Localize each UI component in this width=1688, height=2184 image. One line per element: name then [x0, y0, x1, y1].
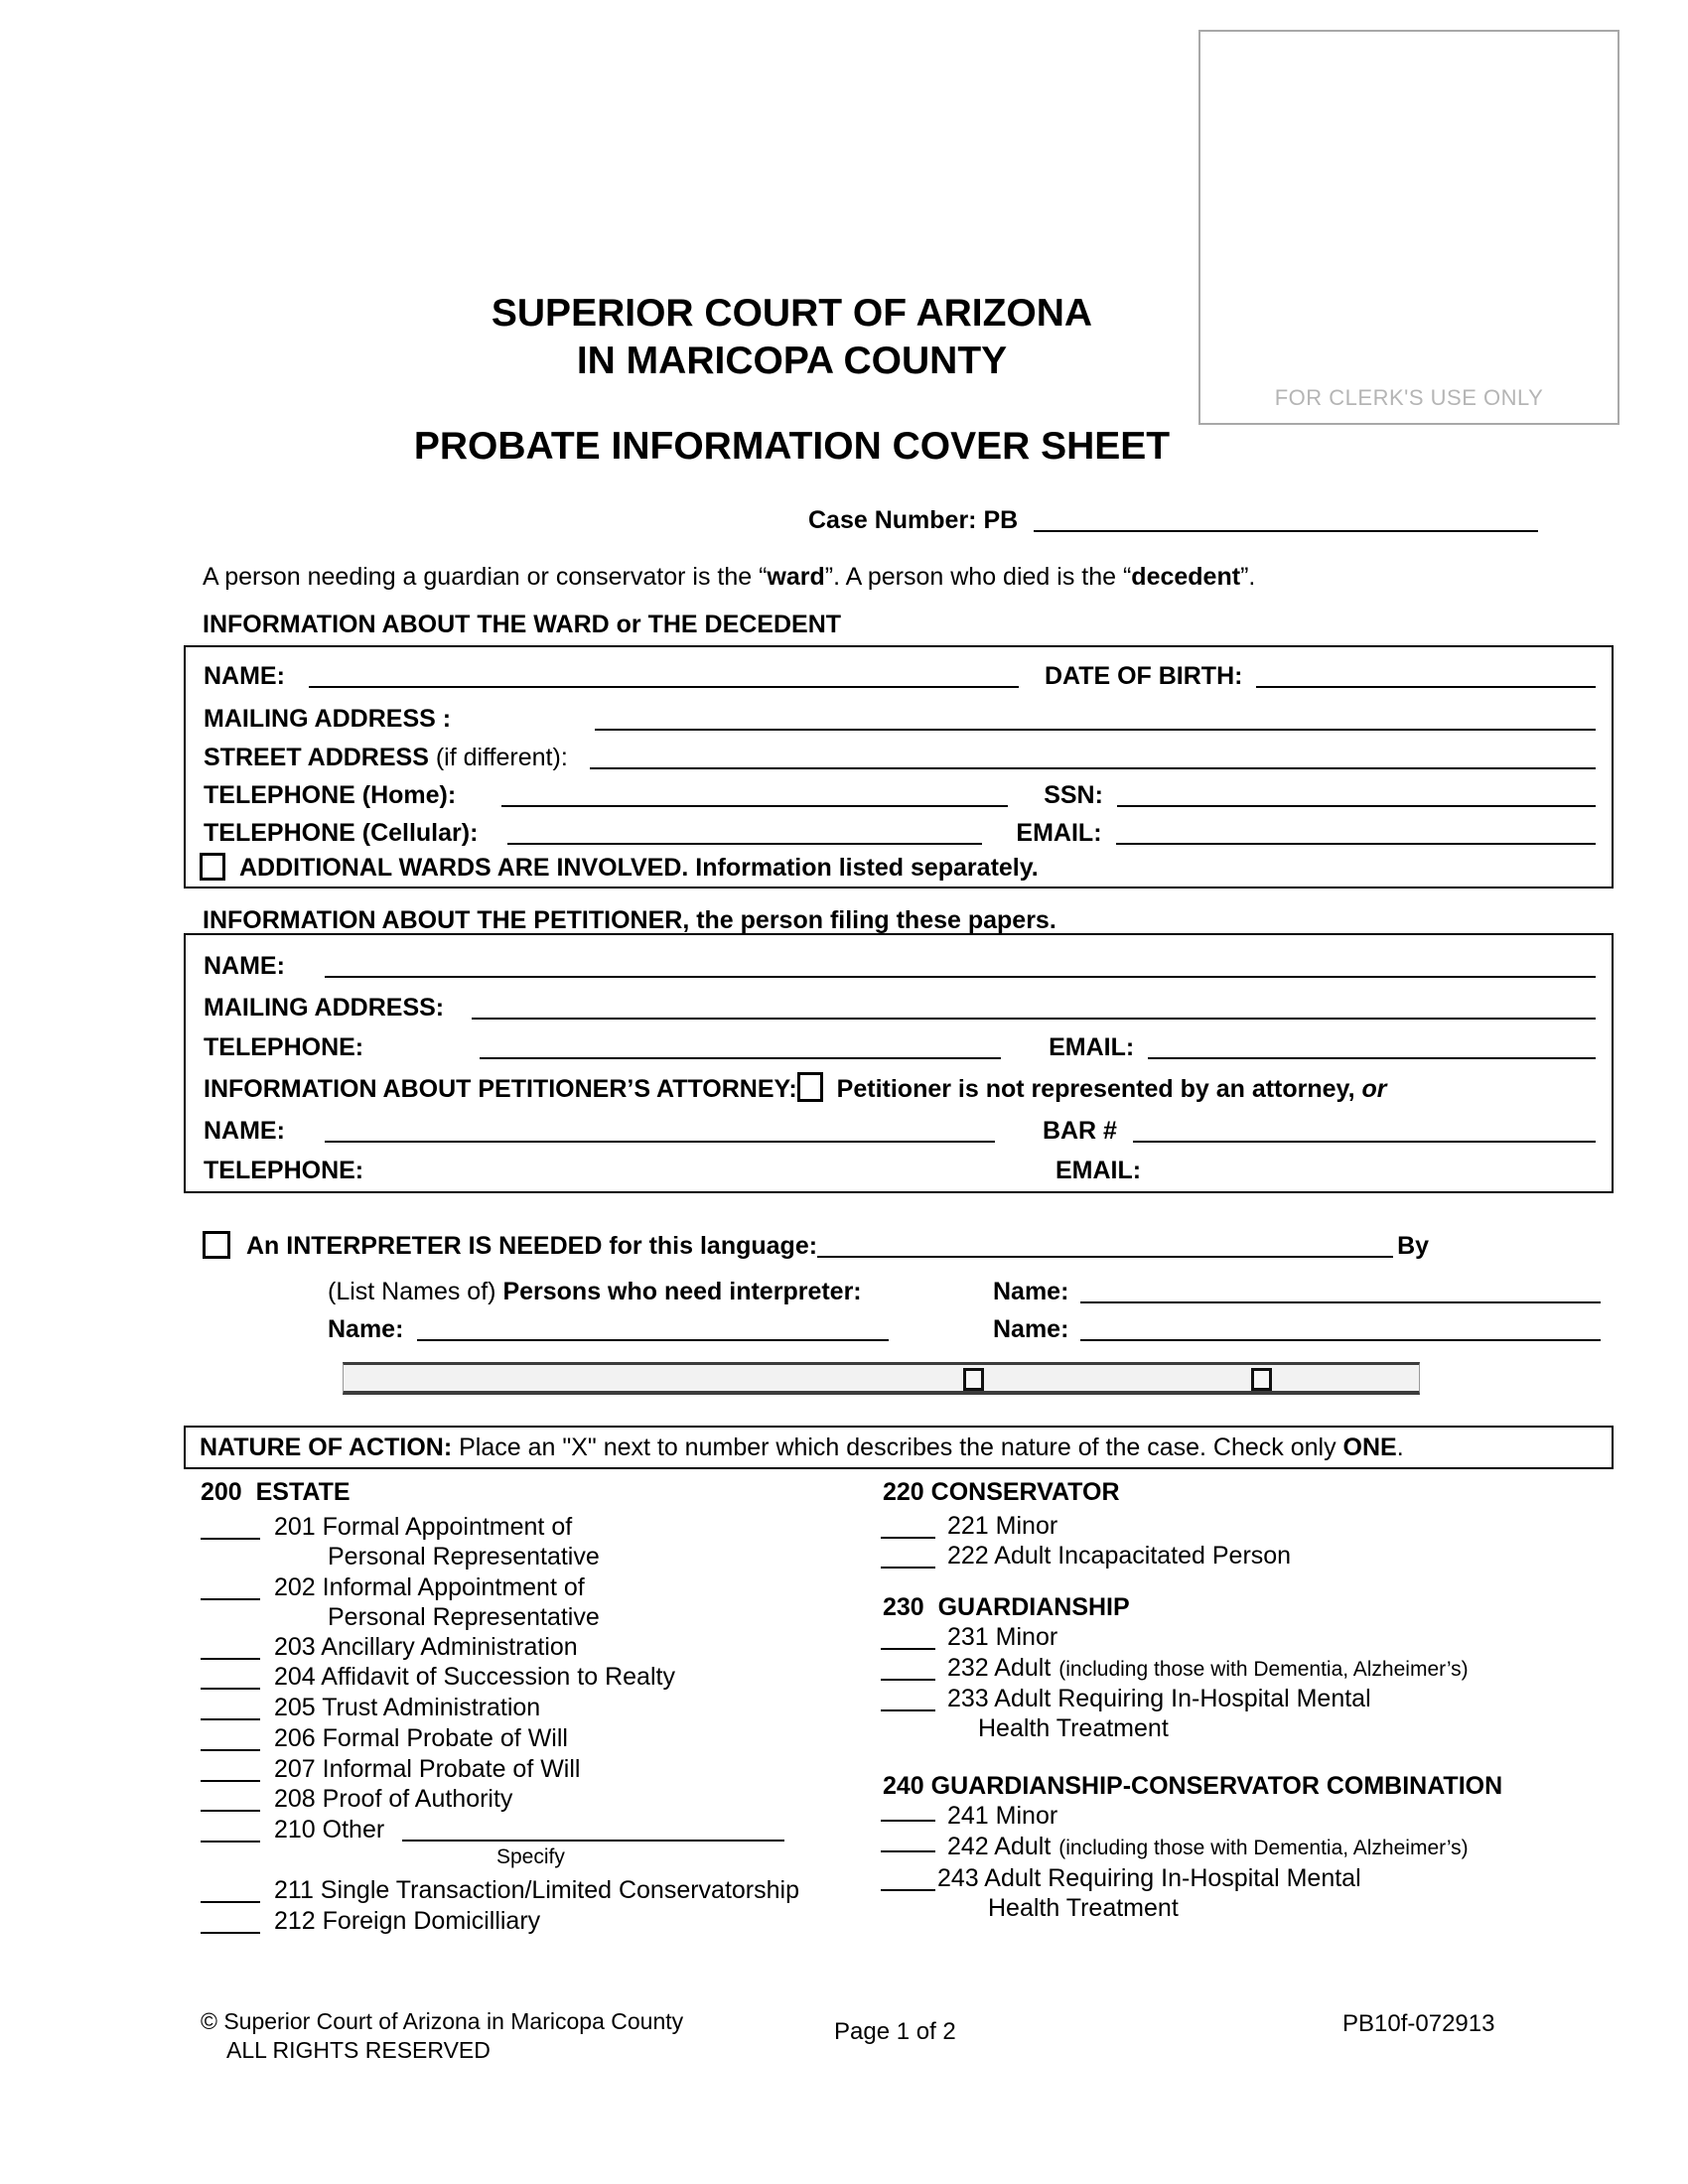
conservator-222-blank[interactable] — [881, 1566, 935, 1569]
divider-checkbox-2[interactable] — [1251, 1368, 1272, 1391]
estate-203-row — [201, 1632, 578, 1662]
combination-heading: 240 GUARDIANSHIP-CONSERVATOR COMBINATION — [883, 1772, 1503, 1800]
estate-203-label: 203 Ancillary Administration — [274, 1633, 578, 1661]
estate-211-blank[interactable] — [201, 1900, 260, 1903]
case-number-row — [808, 501, 1538, 535]
attorney-header-row — [204, 1074, 1596, 1104]
interpreter-row — [203, 1229, 1429, 1261]
estate-208-row — [201, 1784, 512, 1814]
combination-242-label: 242 Adult — [947, 1833, 1052, 1860]
estate-212-label: 212 Foreign Domicilliary — [274, 1907, 541, 1935]
petitioner-phone-label: TELEPHONE: — [204, 1033, 364, 1061]
nature-instruction-period: . — [1396, 1433, 1404, 1461]
conservator-221-blank[interactable] — [881, 1536, 935, 1539]
guardianship-232-row — [881, 1653, 1469, 1683]
estate-208-label: 208 Proof of Authority — [274, 1785, 513, 1813]
petitioner-mailing-row — [204, 993, 1596, 1023]
interpreter-name1-row — [993, 1277, 1601, 1306]
footer-copyright-line1: © Superior Court of Arizona in Maricopa County — [201, 2008, 684, 2034]
additional-wards-label: ADDITIONAL WARDS ARE INVOLVED. Information listed separately. — [239, 854, 1039, 882]
petitioner-phone-row — [204, 1032, 1596, 1062]
ward-section-header: INFORMATION ABOUT THE WARD or THE DECEDENT — [203, 611, 842, 638]
list-names-label: Persons who need interpreter: — [502, 1278, 862, 1305]
nature-of-action-label: NATURE OF ACTION: — [200, 1433, 453, 1461]
ward-phone-cell-label: TELEPHONE (Cellular): — [204, 819, 479, 847]
estate-212-row — [201, 1906, 540, 1936]
ward-street-label: STREET ADDRESS — [204, 744, 429, 771]
petitioner-mailing-label: MAILING ADDRESS: — [204, 994, 445, 1022]
petitioner-name-label: NAME: — [204, 952, 285, 980]
petitioner-name-row — [204, 951, 1596, 981]
ward-mailing-address-field[interactable] — [595, 728, 1596, 731]
ward-dob-field[interactable] — [1256, 685, 1596, 688]
case-number-label: Case Number: PB — [808, 506, 1019, 534]
attorney-name-field[interactable] — [325, 1140, 995, 1143]
conservator-221-label: 221 Minor — [947, 1512, 1058, 1540]
estate-201-row — [201, 1512, 572, 1542]
estate-210-blank[interactable] — [201, 1840, 260, 1843]
ward-ssn-field[interactable] — [1117, 804, 1596, 807]
guardianship-232-blank[interactable] — [881, 1678, 935, 1681]
ward-mailing-label: MAILING ADDRESS : — [204, 705, 452, 733]
estate-202-row — [201, 1572, 585, 1602]
estate-205-label: 205 Trust Administration — [274, 1694, 541, 1721]
combination-243-blank[interactable] — [881, 1888, 935, 1891]
ward-street-row — [204, 743, 1596, 772]
combination-243-cont: Health Treatment — [988, 1894, 1179, 1922]
conservator-222-label: 222 Adult Incapacitated Person — [947, 1542, 1292, 1570]
ward-phone-home-label: TELEPHONE (Home): — [204, 781, 457, 809]
combination-241-row — [881, 1801, 1057, 1831]
footer-form-code: PB10f-072913 — [1342, 2010, 1495, 2037]
attorney-bar-label: BAR # — [1042, 1117, 1117, 1145]
guardianship-233-cont: Health Treatment — [978, 1714, 1169, 1742]
interpreter-list-names-row — [328, 1277, 862, 1306]
clerk-use-only-label: FOR CLERK'S USE ONLY — [1274, 385, 1544, 410]
interpreter-name3-row — [993, 1314, 1601, 1344]
conservator-222-row — [881, 1541, 1291, 1570]
interpreter-needed-label: An INTERPRETER IS NEEDED for this language: — [246, 1232, 818, 1260]
combination-241-label: 241 Minor — [947, 1802, 1058, 1830]
interpreter-name-field-1[interactable] — [1080, 1300, 1601, 1303]
estate-201-blank[interactable] — [201, 1537, 260, 1540]
additional-wards-checkbox[interactable] — [200, 853, 225, 881]
ward-email-field[interactable] — [1116, 842, 1596, 845]
estate-205-row — [201, 1693, 540, 1722]
petitioner-mailing-address-field[interactable] — [472, 1017, 1596, 1020]
ward-info-box — [184, 645, 1614, 888]
estate-206-row — [201, 1723, 568, 1753]
ward-phone-cell-field[interactable] — [507, 842, 982, 845]
interpreter-by-label: By — [1397, 1232, 1430, 1260]
ward-mailing-row — [204, 704, 1596, 734]
intro-term-decedent: decedent — [1131, 563, 1241, 591]
guardianship-233-label: 233 Adult Requiring In-Hospital Mental — [947, 1685, 1371, 1712]
guardianship-231-blank[interactable] — [881, 1647, 935, 1650]
attorney-phone-row — [204, 1156, 1596, 1185]
estate-210-label: 210 Other — [274, 1816, 385, 1843]
estate-206-blank[interactable] — [201, 1748, 260, 1751]
conservator-221-row — [881, 1511, 1057, 1541]
ward-name-field[interactable] — [309, 685, 1019, 688]
guardianship-232-note: (including those with Dementia, Alzheimer’s) — [1058, 1658, 1469, 1681]
no-attorney-checkbox[interactable] — [797, 1072, 823, 1102]
estate-201-label: 201 Formal Appointment of — [274, 1513, 573, 1541]
estate-specify-label: Specify — [496, 1845, 565, 1868]
estate-207-blank[interactable] — [201, 1779, 260, 1782]
guardianship-233-row — [881, 1684, 1371, 1713]
estate-201-cont: Personal Representative — [328, 1543, 600, 1570]
interpreter-name1-label: Name: — [993, 1278, 1069, 1305]
estate-212-blank[interactable] — [201, 1931, 260, 1934]
interpreter-name3-label: Name: — [993, 1315, 1069, 1343]
estate-211-row — [201, 1875, 799, 1905]
nature-instruction: Place an "X" next to number which describes the nature of the case. Check only — [452, 1433, 1343, 1461]
guardianship-231-row — [881, 1622, 1057, 1652]
intro-part1: A person needing a guardian or conservator is the “ — [203, 563, 768, 591]
ward-email-label: EMAIL: — [1016, 819, 1102, 847]
estate-204-label: 204 Affidavit of Succession to Realty — [274, 1663, 675, 1691]
ward-phone-home-field[interactable] — [501, 804, 1008, 807]
court-title-line1: SUPERIOR COURT OF ARIZONA — [491, 292, 1093, 335]
ward-phone-home-row — [204, 780, 1596, 810]
combination-243-label: 243 Adult Requiring In-Hospital Mental — [937, 1864, 1361, 1892]
footer-page-number: Page 1 of 2 — [834, 2018, 956, 2045]
estate-207-label: 207 Informal Probate of Will — [274, 1755, 581, 1783]
combination-241-blank[interactable] — [881, 1819, 935, 1822]
footer-copyright — [201, 2007, 683, 2065]
estate-210-specify-field[interactable] — [402, 1839, 784, 1842]
attorney-phone-label: TELEPHONE: — [204, 1157, 364, 1184]
attorney-name-label: NAME: — [204, 1117, 285, 1145]
title-block — [189, 290, 1395, 471]
attorney-name-row — [204, 1116, 1596, 1146]
form-title: PROBATE INFORMATION COVER SHEET — [413, 425, 1171, 468]
ward-street-label-note: (if different): — [428, 744, 568, 771]
nature-instruction-one: ONE — [1342, 1433, 1397, 1461]
estate-205-blank[interactable] — [201, 1717, 260, 1720]
attorney-header-label: INFORMATION ABOUT PETITIONER’S ATTORNEY: — [204, 1075, 797, 1103]
court-title-line2: IN MARICOPA COUNTY — [576, 340, 1008, 382]
ward-street-address-field[interactable] — [590, 766, 1596, 769]
footer-copyright-line2: ALL RIGHTS RESERVED — [226, 2037, 491, 2063]
estate-202-blank[interactable] — [201, 1597, 260, 1600]
estate-211-label: 211 Single Transaction/Limited Conservatorship — [274, 1876, 799, 1904]
intro-term-ward: ward — [767, 563, 825, 591]
estate-206-label: 206 Formal Probate of Will — [274, 1724, 568, 1752]
ward-dob-label: DATE OF BIRTH: — [1044, 662, 1243, 690]
intro-sentence — [203, 562, 1255, 592]
combination-242-note: (including those with Dementia, Alzheimer’s) — [1058, 1837, 1469, 1859]
combination-242-row — [881, 1832, 1469, 1861]
estate-203-blank[interactable] — [201, 1657, 260, 1660]
estate-210-row — [201, 1815, 784, 1844]
petitioner-info-box — [184, 933, 1614, 1193]
intro-part3: ”. — [1240, 563, 1256, 591]
interpreter-needed-checkbox[interactable] — [203, 1231, 230, 1259]
ward-ssn-label: SSN: — [1044, 781, 1103, 809]
additional-wards-row — [200, 853, 1596, 883]
combination-243-row — [881, 1863, 1361, 1893]
interpreter-name-field-2[interactable] — [417, 1338, 889, 1341]
ward-name-row — [204, 661, 1596, 691]
estate-204-blank[interactable] — [201, 1687, 260, 1690]
attorney-email-label: EMAIL: — [1055, 1157, 1142, 1184]
intro-part2: ”. A person who died is the “ — [824, 563, 1132, 591]
attorney-no-rep-label: Petitioner is not represented by an attorney, — [836, 1075, 1362, 1103]
nature-of-action-box — [184, 1426, 1614, 1469]
petitioner-phone-field[interactable] — [480, 1056, 1001, 1059]
combination-242-blank[interactable] — [881, 1849, 935, 1852]
ward-phone-cell-row — [204, 818, 1596, 848]
guardianship-232-label: 232 Adult — [947, 1654, 1052, 1682]
estate-204-row — [201, 1662, 675, 1692]
list-names-prefix: (List Names of) — [328, 1278, 503, 1305]
estate-202-label: 202 Informal Appointment of — [274, 1573, 585, 1601]
estate-heading: 200 ESTATE — [201, 1478, 351, 1506]
interpreter-name-field-3[interactable] — [1080, 1338, 1601, 1341]
interpreter-name2-label: Name: — [328, 1315, 404, 1343]
divider-checkbox-1[interactable] — [963, 1368, 984, 1391]
estate-208-blank[interactable] — [201, 1809, 260, 1812]
petitioner-section-header: INFORMATION ABOUT THE PETITIONER, the person filing these papers. — [203, 906, 1056, 934]
estate-202-cont: Personal Representative — [328, 1603, 600, 1631]
guardianship-233-blank[interactable] — [881, 1708, 935, 1711]
interpreter-language-field[interactable] — [817, 1255, 1393, 1258]
petitioner-name-field[interactable] — [325, 975, 1596, 978]
interpreter-name2-row — [328, 1314, 889, 1344]
attorney-no-rep-or: or — [1361, 1075, 1387, 1103]
attorney-bar-field[interactable] — [1133, 1140, 1596, 1143]
estate-207-row — [201, 1754, 580, 1784]
ward-name-label: NAME: — [204, 662, 285, 690]
petitioner-email-field[interactable] — [1148, 1056, 1596, 1059]
guardianship-heading: 230 GUARDIANSHIP — [883, 1593, 1130, 1621]
petitioner-email-label: EMAIL: — [1049, 1033, 1135, 1061]
conservator-heading: 220 CONSERVATOR — [883, 1478, 1120, 1506]
case-number-field[interactable] — [1034, 529, 1538, 532]
shaded-divider-bar — [343, 1362, 1420, 1395]
guardianship-231-label: 231 Minor — [947, 1623, 1058, 1651]
